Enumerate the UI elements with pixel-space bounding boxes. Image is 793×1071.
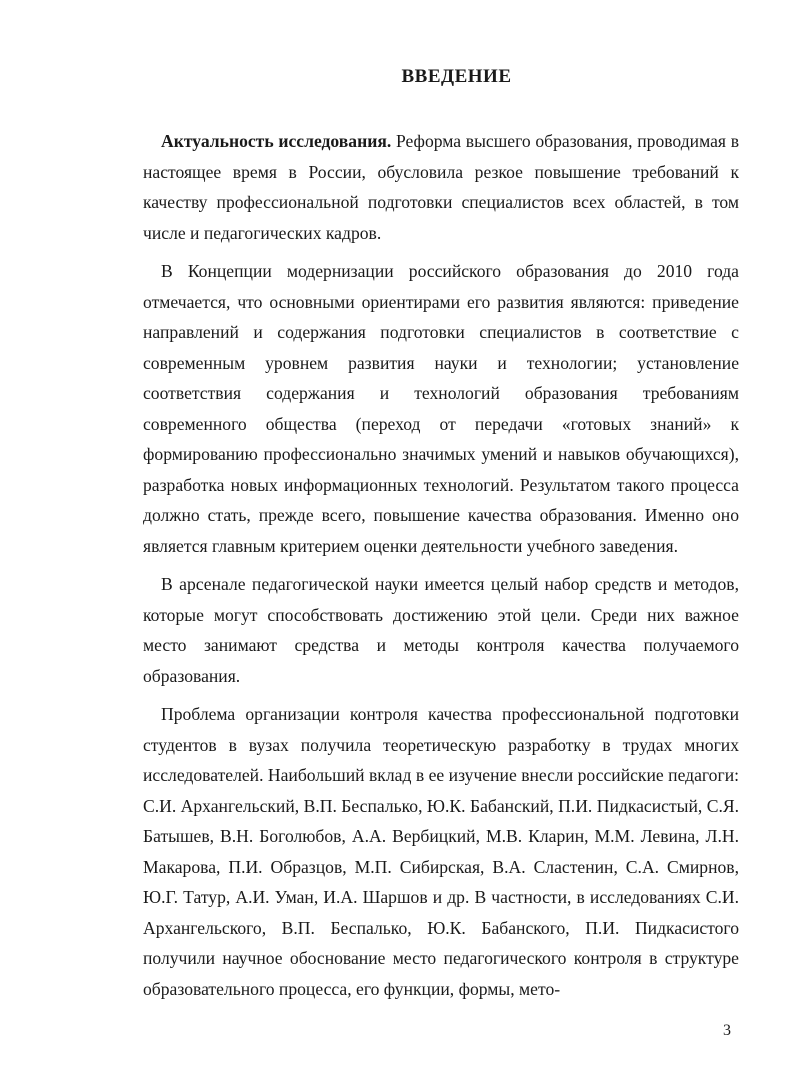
paragraph-text: Реформа высшего образования, проводимая в настоящее время в России, обусловила резкое повышение требований к качеству профессиональной подготовки специалистов всех областей, в том числе и педагогических кадров. — [143, 131, 740, 243]
paragraph-relevance — [143, 126, 739, 248]
page-title: ВВЕДЕНИЕ — [401, 66, 512, 87]
page-number: 3 — [723, 1022, 731, 1039]
paragraph-concept: В Концепции модернизации российского образования до 2010 года отмечается, что основными ориентирами его развития являются: приведение направлений и содержания подготовки специалистов в соответствие с современным уровнем развития науки и технологии; установление соответствия содержания и технологий образования требованиям современного общества (переход от передачи «готовых знаний» к формированию профессионально значимых умений и навыков обучающихся), разработка новых информационных технологий. Результатом такого процесса должно стать, прежде всего, повышение качества образования. Именно оно является главным критерием оценки деятельности учебного заведения. — [143, 261, 739, 556]
paragraph-arsenal: В арсенале педагогической науки имеется целый набор средств и методов, которые могут способствовать достижению этой цели. Среди них важное место занимают средства и методы контроля качества получаемого образования. — [143, 574, 739, 686]
paragraph-problem: Проблема организации контроля качества профессиональной подготовки студентов в вузах получила теоретическую разработку в трудах многих исследователей. Наибольший вклад в ее изучение внесли российские педагоги: С.И. Архангельский, В.П. Беспалько, Ю.К. Бабанский, П.И. Пидкасистый, С.Я. Батышев, В.Н. Боголюбов, А.А. Вербицкий, М.В. Кларин, М.М. Левина, Л.Н. Макарова, П.И. Образцов, М.П. Сибирская, В.А. Сластенин, С.А. Смирнов, Ю.Г. Татур, А.И. Уман, И.А. Шаршов и др. В частности, в исследованиях С.И. Архангельского, В.П. Беспалько, Ю.К. Бабанского, П.И. Пидкасистого получили научное обоснование место педагогического контроля в структуре образовательного процесса, его функции, формы, мето- — [143, 704, 739, 999]
paragraph-lead: Актуальность исследования. — [161, 131, 392, 151]
body-text — [143, 126, 739, 1012]
